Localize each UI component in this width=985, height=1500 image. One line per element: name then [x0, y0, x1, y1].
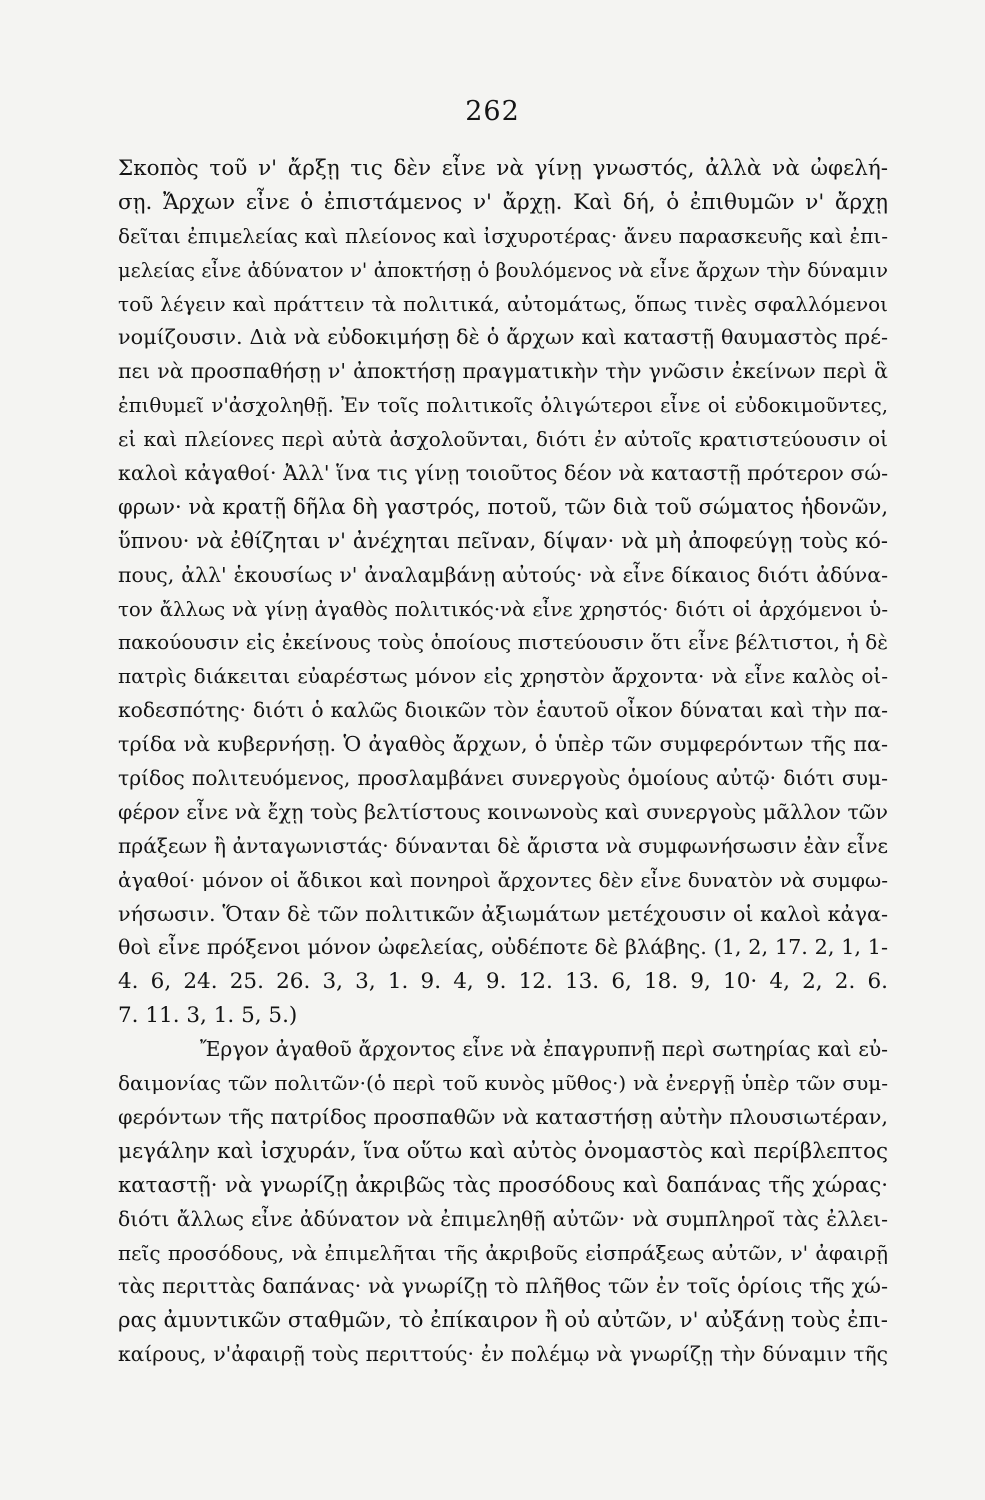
text-line: πράξεων ἢ ἀνταγωνιστάς· δύνανται δὲ ἄριστα νὰ συμφωνήσωσιν ἐὰν εἶνε — [118, 833, 888, 858]
text-line: φέρον εἶνε νὰ ἔχῃ τοὺς βελτίστους κοινωνοὺς καὶ συνεργοὺς μᾶλλον τῶν — [118, 799, 888, 824]
text-line: Σκοπὸς τοῦ ν' ἄρξῃ τις δὲν εἶνε νὰ γίνῃ γνωστός, ἀλλὰ νὰ ὠφελή- — [118, 156, 888, 181]
text-line: φρων· νὰ κρατῇ δῆλα δὴ γαστρός, ποτοῦ, τῶν διὰ τοῦ σώματος ἡδονῶν, — [118, 494, 888, 519]
text-line: κοδεσπότης· διότι ὁ καλῶς διοικῶν τὸν ἑαυτοῦ οἶκον δύναται καὶ τὴν πα- — [118, 698, 888, 723]
text-line: μελείας εἶνε ἀδύνατον ν' ἀποκτήσῃ ὁ βουλόμενος νὰ εἶνε ἄρχων τὴν δύναμιν — [118, 258, 888, 282]
text-line: καίρους, ν'ἀφαιρῇ τοὺς περιττούς· ἐν πολέμῳ νὰ γνωρίζῃ τὴν δύναμιν τῆς — [118, 1342, 888, 1367]
text-line: πακούουσιν εἰς ἐκείνους τοὺς ὁποίους πιστεύουσιν ὅτι εἶνε βέλτιστοι, ἡ δὲ — [118, 630, 888, 655]
text-line: φερόντων τῆς πατρίδος προσπαθῶν νὰ καταστήσῃ αὐτὴν πλουσιωτέραν, — [118, 1104, 888, 1129]
text-line: τὰς περιττὰς δαπάνας· νὰ γνωρίζῃ τὸ πλῆθος τῶν ἐν τοῖς ὁρίοις τῆς χώ- — [118, 1274, 888, 1299]
body-text — [118, 152, 888, 1372]
page-number: 262 — [465, 96, 520, 127]
text-line: πεῖς προσόδους, νὰ ἐπιμελῆται τῆς ἀκριβοῦς εἰσπράξεως αὐτῶν, ν' ἀφαιρῇ — [118, 1240, 888, 1265]
text-line: διότι ἄλλως εἶνε ἀδύνατον νὰ ἐπιμεληθῇ αὐτῶν· νὰ συμπληροῖ τὰς ἐλλει- — [118, 1206, 888, 1231]
text-line: δαιμονίας τῶν πολιτῶν·(ὁ περὶ τοῦ κυνὸς μῦθος·) νὰ ἐνεργῇ ὑπὲρ τῶν συμ- — [118, 1071, 888, 1096]
text-line: ἀγαθοί· μόνον οἱ ἄδικοι καὶ πονηροὶ ἄρχοντες δὲν εἶνε δυνατὸν νὰ συμφω- — [118, 867, 888, 892]
paragraph-start-line: Ἔργον ἀγαθοῦ ἄρχοντος εἶνε νὰ ἐπαγρυπνῇ περὶ σωτηρίας καὶ εὐ- — [200, 1037, 888, 1062]
text-line: σῃ. Ἄρχων εἶνε ὁ ἐπιστάμενος ν' ἄρχῃ. Καὶ δή, ὁ ἐπιθυμῶν ν' ἄρχῃ — [118, 189, 888, 215]
text-line: νήσωσιν. Ὅταν δὲ τῶν πολιτικῶν ἀξιωμάτων μετέχουσιν οἱ καλοὶ κἀγα- — [118, 901, 888, 926]
text-line: καλοὶ κἀγαθοί· Ἀλλ' ἵνα τις γίνῃ τοιοῦτος δέον νὰ καταστῇ πρότερον σώ- — [118, 461, 888, 486]
text-line: τον ἄλλως νὰ γίνῃ ἀγαθὸς πολιτικός·νὰ εἶνε χρηστός· διότι οἱ ἀρχόμενοι ὑ- — [118, 597, 888, 621]
text-line: ὕπνου· νὰ ἐθίζηται ν' ἀνέχηται πεῖναν, δίψαν· νὰ μὴ ἀποφεύγῃ τοὺς κό- — [118, 528, 888, 553]
text-line: πει νὰ προσπαθήσῃ ν' ἀποκτήσῃ πραγματικὴν τὴν γνῶσιν ἐκείνων περὶ ἃ — [118, 359, 888, 384]
text-line: 4. 6, 24. 25. 26. 3, 3, 1. 9. 4, 9. 12. 13. 6, 18. 9, 10· 4, 2, 2. 6. — [118, 969, 888, 995]
text-line: πατρὶς διάκειται εὐαρέστως μόνον εἰς χρηστὸν ἄρχοντα· νὰ εἶνε καλὸς οἰ- — [118, 664, 888, 689]
text-line: μεγάλην καὶ ἰσχυράν, ἵνα οὕτω καὶ αὐτὸς ὀνομαστὸς καὶ περίβλεπτος — [118, 1138, 888, 1164]
text-line: ρας ἀμυντικῶν σταθμῶν, τὸ ἐπίκαιρον ἢ οὐ αὐτῶν, ν' αὐξάνῃ τοὺς ἐπι- — [118, 1308, 888, 1334]
text-line: τρίδα νὰ κυβερνήσῃ. Ὁ ἀγαθὸς ἄρχων, ὁ ὑπὲρ τῶν συμφερόντων τῆς πα- — [118, 732, 888, 757]
text-line: νομίζουσιν. Διὰ νὰ εὐδοκιμήσῃ δὲ ὁ ἄρχων καὶ καταστῇ θαυμαστὸς πρέ- — [118, 325, 888, 350]
text-line: πους, ἀλλ' ἑκουσίως ν' ἀναλαμβάνῃ αὐτούς· νὰ εἶνε δίκαιος διότι ἀδύνα- — [118, 562, 888, 587]
text-line: καταστῇ· νὰ γνωρίζῃ ἀκριβῶς τὰς προσόδους καὶ δαπάνας τῆς χώρας· — [118, 1172, 888, 1198]
text-line: ἐπιθυμεῖ ν'ἀσχοληθῇ. Ἐν τοῖς πολιτικοῖς ὀλιγώτεροι εἶνε οἱ εὐδοκιμοῦντες, — [118, 394, 888, 418]
text-line: θοὶ εἶνε πρόξενοι μόνον ὠφελείας, οὐδέποτε δὲ βλάβης. (1, 2, 17. 2, 1, 1- — [118, 935, 888, 960]
text-line: δεῖται ἐπιμελείας καὶ πλείονος καὶ ἰσχυροτέρας· ἄνευ παρασκευῆς καὶ ἐπι- — [118, 223, 888, 248]
text-line: τοῦ λέγειν καὶ πράττειν τὰ πολιτικά, αὐτομάτως, ὅπως τινὲς σφαλλόμενοι — [118, 291, 888, 316]
text-line: 7. 11. 3, 1. 5, 5.) — [118, 1003, 298, 1029]
text-line: τρίδος πολιτευόμενος, προσλαμβάνει συνεργοὺς ὁμοίους αὐτῷ· διότι συμ- — [118, 766, 888, 791]
text-line: εἰ καὶ πλείονες περὶ αὐτὰ ἀσχολοῦνται, διότι ἐν αὐτοῖς κρατιστεύουσιν οἱ — [118, 427, 888, 452]
